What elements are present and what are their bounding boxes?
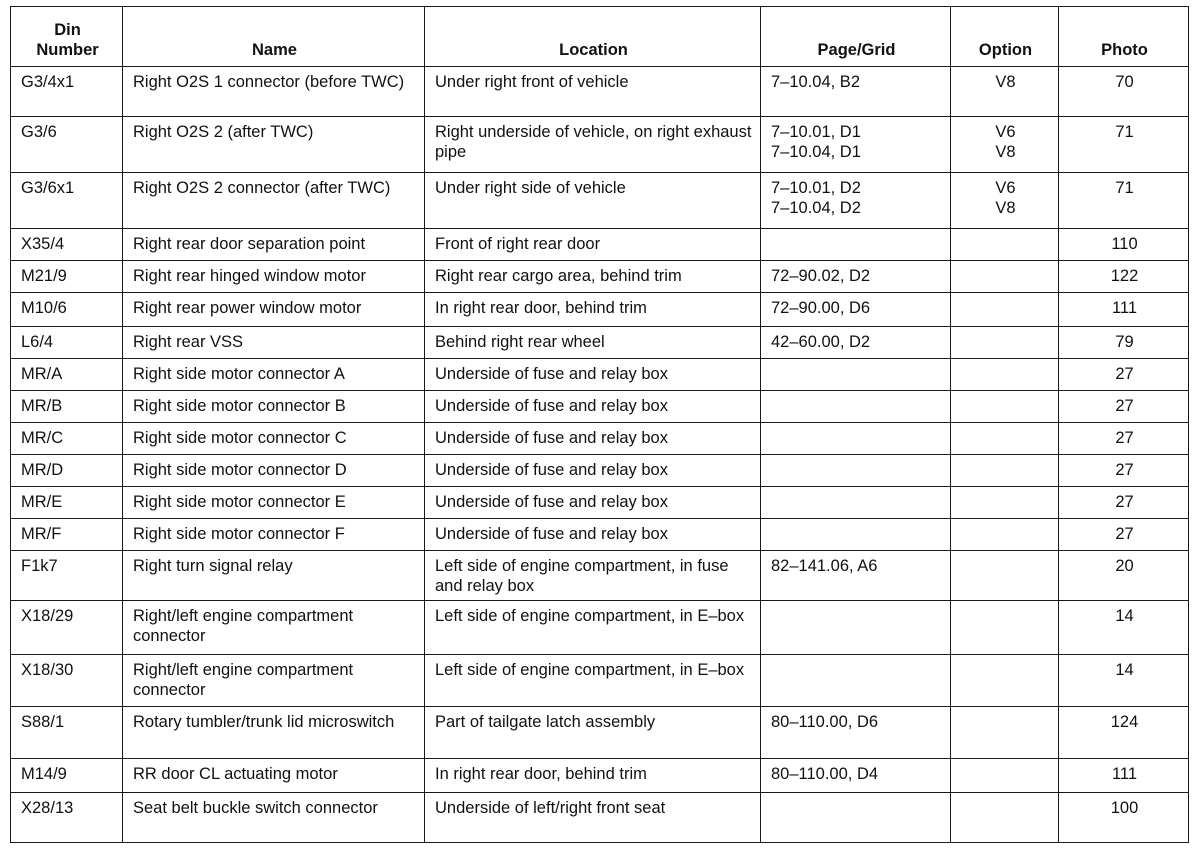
table-row	[11, 793, 1189, 843]
page-grid-ref: 80–110.00, D4	[771, 765, 879, 783]
din-number-cell: M21/9	[11, 261, 123, 293]
page-grid-ref: 7–10.01, D1	[771, 123, 861, 141]
option-cell	[951, 601, 1059, 655]
name-cell: Right/left engine compartment connector	[123, 601, 425, 655]
photo-cell: 14	[1059, 655, 1189, 707]
page-grid-cell	[761, 293, 951, 327]
location-cell: Underside of left/right front seat	[425, 793, 761, 843]
photo-cell: 27	[1059, 487, 1189, 519]
name-cell: Right O2S 2 connector (after TWC)	[123, 173, 425, 229]
page-grid-cell	[761, 173, 951, 229]
photo-cell: 14	[1059, 601, 1189, 655]
name-cell: Rotary tumbler/trunk lid microswitch	[123, 707, 425, 759]
option-cell	[951, 327, 1059, 359]
name-cell: Right side motor connector A	[123, 359, 425, 391]
option-cell	[951, 455, 1059, 487]
option-cell	[951, 67, 1059, 117]
din-parts-table	[10, 6, 1189, 843]
location-cell: In right rear door, behind trim	[425, 759, 761, 793]
page-grid-ref: 82–141.06, A6	[771, 557, 878, 575]
location-cell: Front of right rear door	[425, 229, 761, 261]
table-row	[11, 551, 1189, 601]
table-row	[11, 487, 1189, 519]
photo-cell: 27	[1059, 391, 1189, 423]
option-cell	[951, 487, 1059, 519]
location-cell: In right rear door, behind trim	[425, 293, 761, 327]
option-cell	[951, 293, 1059, 327]
page-grid-cell	[761, 423, 951, 455]
table-row	[11, 759, 1189, 793]
din-number-cell: M10/6	[11, 293, 123, 327]
name-cell: Right O2S 2 (after TWC)	[123, 117, 425, 173]
engine-option: V8	[995, 143, 1016, 161]
page-grid-cell	[761, 117, 951, 173]
name-cell: Right turn signal relay	[123, 551, 425, 601]
photo-cell: 100	[1059, 793, 1189, 843]
name-cell: Right/left engine compartment connector	[123, 655, 425, 707]
location-cell: Underside of fuse and relay box	[425, 455, 761, 487]
location-cell: Underside of fuse and relay box	[425, 423, 761, 455]
din-number-cell: MR/E	[11, 487, 123, 519]
din-number-cell: MR/F	[11, 519, 123, 551]
page-grid-cell	[761, 327, 951, 359]
page-grid-ref: 80–110.00, D6	[771, 713, 879, 731]
option-cell	[951, 391, 1059, 423]
location-cell: Underside of fuse and relay box	[425, 391, 761, 423]
option-cell	[951, 173, 1059, 229]
table-row	[11, 67, 1189, 117]
page-grid-cell	[761, 455, 951, 487]
table-row	[11, 261, 1189, 293]
option-cell	[951, 759, 1059, 793]
din-number-cell: G3/4x1	[11, 67, 123, 117]
location-cell: Left side of engine compartment, in E–box	[425, 601, 761, 655]
photo-cell: 27	[1059, 359, 1189, 391]
photo-cell: 122	[1059, 261, 1189, 293]
din-number-cell: X18/29	[11, 601, 123, 655]
name-cell: Right side motor connector B	[123, 391, 425, 423]
photo-cell: 71	[1059, 117, 1189, 173]
photo-cell: 27	[1059, 423, 1189, 455]
table-row	[11, 173, 1189, 229]
page-grid-ref: 72–90.00, D6	[771, 299, 871, 317]
header-name: Name	[123, 7, 425, 67]
page-grid-cell	[761, 67, 951, 117]
location-cell: Underside of fuse and relay box	[425, 487, 761, 519]
option-cell	[951, 519, 1059, 551]
photo-cell: 70	[1059, 67, 1189, 117]
engine-option: V8	[995, 73, 1016, 91]
photo-cell: 27	[1059, 519, 1189, 551]
page-grid-cell	[761, 519, 951, 551]
page-grid-cell	[761, 229, 951, 261]
option-cell	[951, 117, 1059, 173]
location-cell: Behind right rear wheel	[425, 327, 761, 359]
page-grid-cell	[761, 793, 951, 843]
page-grid-ref: 7–10.04, D1	[771, 143, 861, 161]
din-number-cell: G3/6x1	[11, 173, 123, 229]
engine-option: V8	[995, 199, 1016, 217]
name-cell: RR door CL actuating motor	[123, 759, 425, 793]
table-row	[11, 423, 1189, 455]
table-row	[11, 229, 1189, 261]
header-page-grid: Page/Grid	[761, 7, 951, 67]
option-cell	[951, 423, 1059, 455]
table-row	[11, 117, 1189, 173]
page-grid-ref: 72–90.02, D2	[771, 267, 871, 285]
din-number-cell: X28/13	[11, 793, 123, 843]
name-cell: Right side motor connector D	[123, 455, 425, 487]
location-cell: Under right side of vehicle	[425, 173, 761, 229]
photo-cell: 20	[1059, 551, 1189, 601]
table-row	[11, 601, 1189, 655]
table-row	[11, 293, 1189, 327]
engine-option: V6	[995, 179, 1016, 197]
location-cell: Left side of engine compartment, in fuse and relay box	[425, 551, 761, 601]
din-number-cell: X35/4	[11, 229, 123, 261]
option-cell	[951, 359, 1059, 391]
page-grid-cell	[761, 601, 951, 655]
page-grid-cell	[761, 487, 951, 519]
photo-cell: 110	[1059, 229, 1189, 261]
option-cell	[951, 261, 1059, 293]
location-cell: Part of tailgate latch assembly	[425, 707, 761, 759]
name-cell: Right O2S 1 connector (before TWC)	[123, 67, 425, 117]
page-grid-ref: 7–10.04, B2	[771, 73, 860, 91]
option-cell	[951, 707, 1059, 759]
table-row	[11, 707, 1189, 759]
option-cell	[951, 229, 1059, 261]
din-number-cell: S88/1	[11, 707, 123, 759]
din-number-cell: MR/C	[11, 423, 123, 455]
location-cell: Left side of engine compartment, in E–box	[425, 655, 761, 707]
photo-cell: 71	[1059, 173, 1189, 229]
table-body	[11, 67, 1189, 843]
location-cell: Underside of fuse and relay box	[425, 359, 761, 391]
page-grid-ref: 7–10.01, D2	[771, 179, 861, 197]
table-row	[11, 359, 1189, 391]
location-cell: Right rear cargo area, behind trim	[425, 261, 761, 293]
name-cell: Right rear hinged window motor	[123, 261, 425, 293]
name-cell: Right side motor connector C	[123, 423, 425, 455]
din-number-cell: MR/A	[11, 359, 123, 391]
header-photo: Photo	[1059, 7, 1189, 67]
page-grid-cell	[761, 261, 951, 293]
din-number-cell: L6/4	[11, 327, 123, 359]
din-number-cell: MR/D	[11, 455, 123, 487]
photo-cell: 79	[1059, 327, 1189, 359]
name-cell: Right side motor connector E	[123, 487, 425, 519]
option-cell	[951, 551, 1059, 601]
name-cell: Right rear door separation point	[123, 229, 425, 261]
din-number-cell: M14/9	[11, 759, 123, 793]
photo-cell: 27	[1059, 455, 1189, 487]
photo-cell: 124	[1059, 707, 1189, 759]
location-cell: Under right front of vehicle	[425, 67, 761, 117]
din-number-cell: MR/B	[11, 391, 123, 423]
page-grid-cell	[761, 359, 951, 391]
location-cell: Underside of fuse and relay box	[425, 519, 761, 551]
name-cell: Right rear power window motor	[123, 293, 425, 327]
din-number-cell: F1k7	[11, 551, 123, 601]
photo-cell: 111	[1059, 293, 1189, 327]
header-row	[11, 7, 1189, 67]
page-grid-ref: 42–60.00, D2	[771, 333, 871, 351]
page-grid-cell	[761, 655, 951, 707]
table-row	[11, 655, 1189, 707]
page-grid-cell	[761, 391, 951, 423]
page-grid-cell	[761, 759, 951, 793]
page-grid-ref: 7–10.04, D2	[771, 199, 861, 217]
page-grid-cell	[761, 707, 951, 759]
table-row	[11, 391, 1189, 423]
header-location: Location	[425, 7, 761, 67]
table-row	[11, 519, 1189, 551]
location-cell: Right underside of vehicle, on right exhaust pipe	[425, 117, 761, 173]
table-row	[11, 455, 1189, 487]
engine-option: V6	[995, 123, 1016, 141]
name-cell: Right side motor connector F	[123, 519, 425, 551]
header-option: Option	[951, 7, 1059, 67]
name-cell: Right rear VSS	[123, 327, 425, 359]
table-row	[11, 327, 1189, 359]
name-cell: Seat belt buckle switch connector	[123, 793, 425, 843]
din-number-cell: G3/6	[11, 117, 123, 173]
din-number-cell: X18/30	[11, 655, 123, 707]
option-cell	[951, 793, 1059, 843]
option-cell	[951, 655, 1059, 707]
page-grid-cell	[761, 551, 951, 601]
photo-cell: 111	[1059, 759, 1189, 793]
header-din-number: Din Number	[11, 7, 123, 67]
